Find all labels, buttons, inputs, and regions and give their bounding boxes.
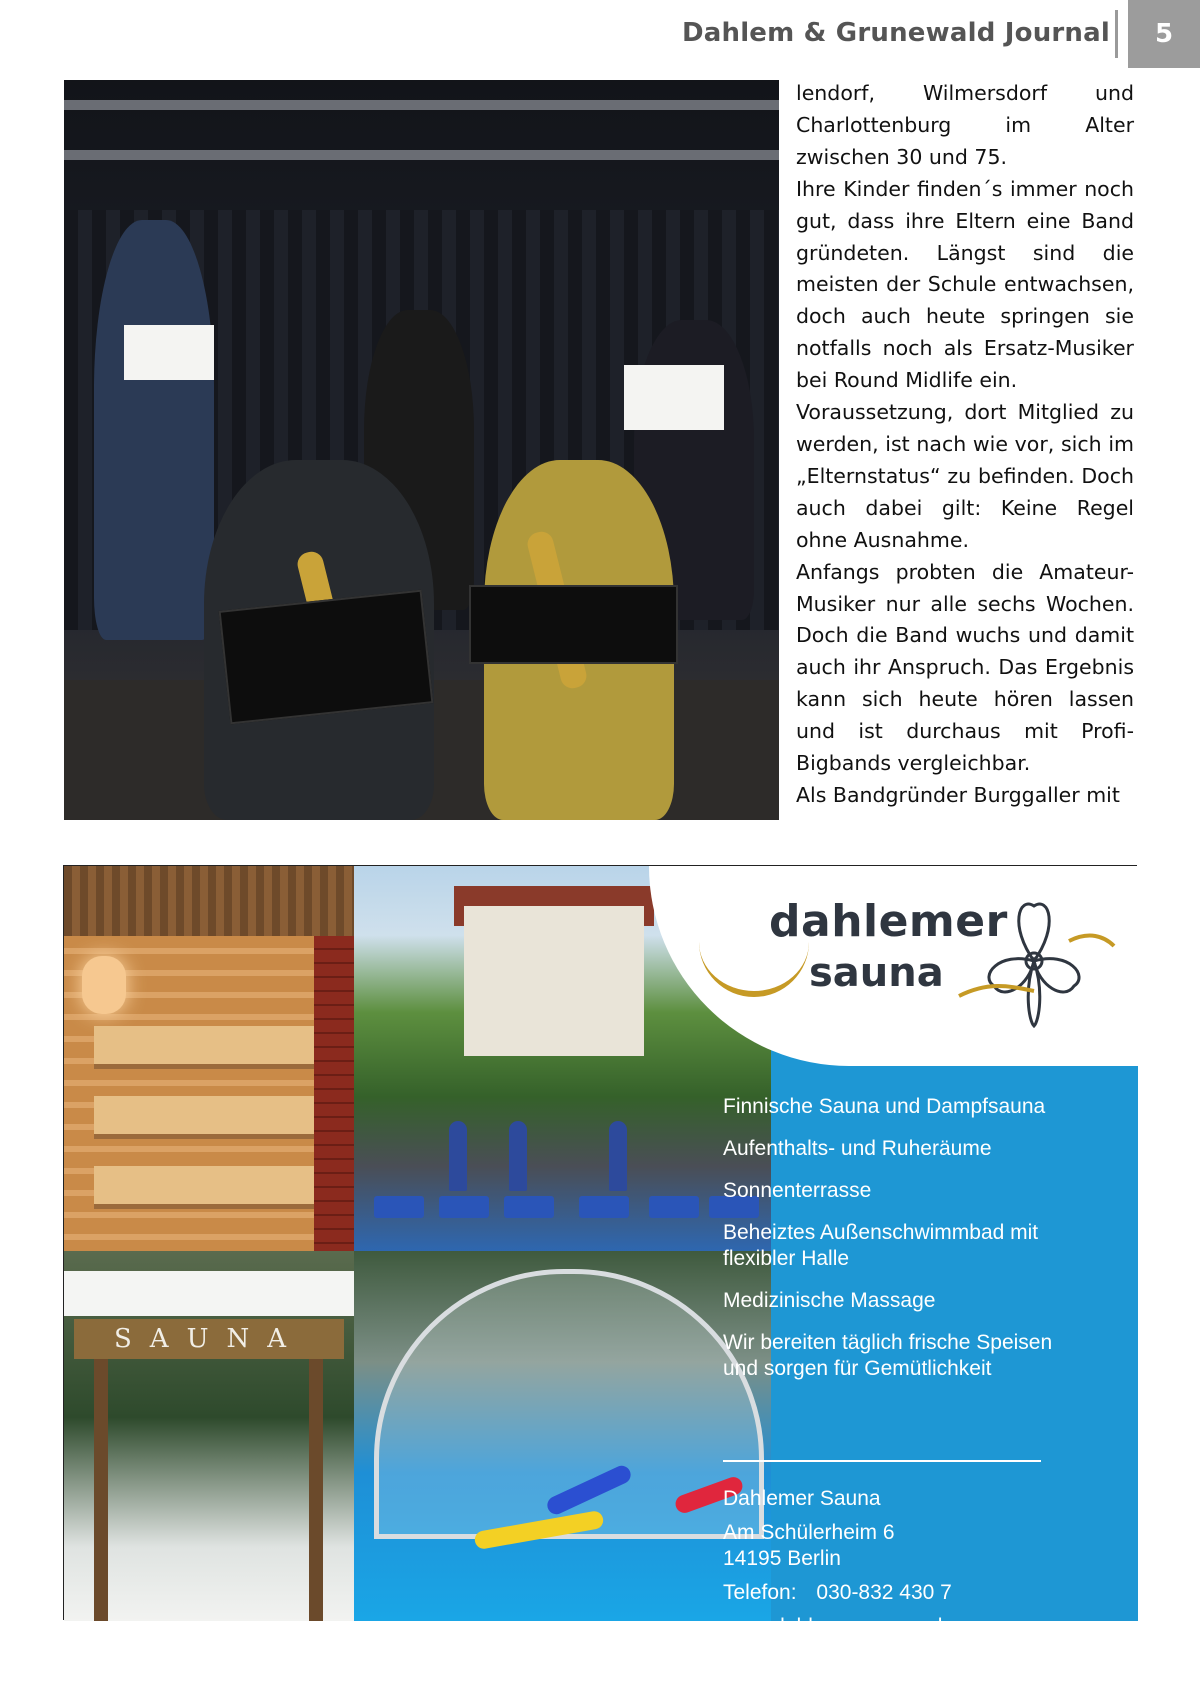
sauna-lamp xyxy=(82,956,126,1014)
feature-item: Beheiztes Außenschwimmbad mit flexibler Halle xyxy=(723,1221,1039,1270)
website-link[interactable]: www.dahlemer-sauna.de xyxy=(723,1615,955,1638)
article-paragraph: lendorf, Wilmersdorf und Charlottenburg im Alter zwischen 30 und 75. xyxy=(796,81,1134,169)
parasol xyxy=(449,1121,467,1191)
contact-phone-row xyxy=(723,1580,1063,1606)
sauna-sign: SAUNA xyxy=(74,1319,344,1359)
wooden-post xyxy=(309,1359,323,1621)
sun-lounger xyxy=(504,1196,554,1218)
article-paragraph: Ihre Kinder finden´s immer noch gut, dass ihre Eltern eine Band gründeten. Längst sind die meisten der Schule entwachsen, doch auch heute springen sie notfalls noch als Ersatz-Musiker bei Round Midlife ein. xyxy=(796,176,1134,393)
logo-text-dahlemer: dahlemer xyxy=(769,896,1008,947)
music-stand xyxy=(219,590,434,725)
sauna-ceiling xyxy=(64,866,354,936)
article-paragraph: Anfangs probten die Amateur-Musiker nur alle sechs Wochen. Doch die Band wuchs und damit auch ihr Anspruch. Das Ergebnis kann sich heute hören lassen und ist durchaus mit Profi-Bigbands vergleichbar. xyxy=(796,559,1134,776)
phone-label: Telefon: xyxy=(723,1581,797,1604)
stage-truss xyxy=(64,100,779,110)
sauna-interior-photo xyxy=(64,866,354,1251)
sun-lounger xyxy=(374,1196,424,1218)
contact-name: Dahlemer Sauna xyxy=(723,1487,881,1510)
article-paragraph: Voraussetzung, dort Mitglied zu werden, ist nach wie vor, sich im „Elternstatus“ zu befinden. Doch auch dabei gilt: Keine Regel ohne Ausnahme. xyxy=(796,400,1134,552)
sheet-music xyxy=(624,365,724,430)
sun-lounger xyxy=(649,1196,699,1218)
phone-number[interactable]: 030-832 430 7 xyxy=(816,1581,952,1604)
contact-block xyxy=(723,1486,1063,1640)
sauna-bench xyxy=(94,1166,324,1209)
feature-item: Aufenthalts- und Ruheräume xyxy=(723,1137,992,1160)
flower-logo-icon xyxy=(949,886,1119,1036)
contact-city: 14195 Berlin xyxy=(723,1547,841,1570)
article-text xyxy=(796,78,1134,812)
sauna-advertisement xyxy=(63,865,1137,1638)
journal-title: Dahlem & Grunewald Journal xyxy=(681,18,1110,48)
article-paragraph: Als Bandgründer Burggaller mit xyxy=(796,782,1120,807)
logo-text-sauna: sauna xyxy=(809,950,944,996)
logo-swoosh xyxy=(699,941,809,997)
divider-line xyxy=(723,1460,1041,1462)
stage-truss xyxy=(64,150,779,160)
contact-street: Am Schülerheim 6 xyxy=(723,1521,895,1544)
covered-pool-photo xyxy=(354,1251,771,1621)
parasol xyxy=(609,1121,627,1191)
brick-wall xyxy=(314,936,354,1251)
sun-lounger xyxy=(579,1196,629,1218)
bassist xyxy=(94,220,214,640)
header-divider xyxy=(1115,10,1118,58)
feature-list xyxy=(723,1094,1063,1398)
band-photo xyxy=(64,80,779,820)
snow-roof xyxy=(64,1271,354,1316)
house xyxy=(464,906,644,1056)
sauna-bench xyxy=(94,1096,324,1139)
sheet-music xyxy=(124,325,214,380)
feature-item: Wir bereiten täglich frische Speisen und sorgen für Gemütlichkeit xyxy=(723,1331,1053,1380)
sauna-bench xyxy=(94,1026,324,1069)
parasol xyxy=(509,1121,527,1191)
feature-item: Finnische Sauna und Dampfsauna xyxy=(723,1095,1046,1118)
sun-lounger xyxy=(439,1196,489,1218)
page-number: 5 xyxy=(1128,0,1200,68)
feature-item: Sonnenterrasse xyxy=(723,1179,872,1202)
wooden-post xyxy=(94,1359,108,1621)
snowy-entrance-photo xyxy=(64,1251,354,1621)
music-stand xyxy=(469,585,678,664)
feature-item: Medizinische Massage xyxy=(723,1289,936,1312)
